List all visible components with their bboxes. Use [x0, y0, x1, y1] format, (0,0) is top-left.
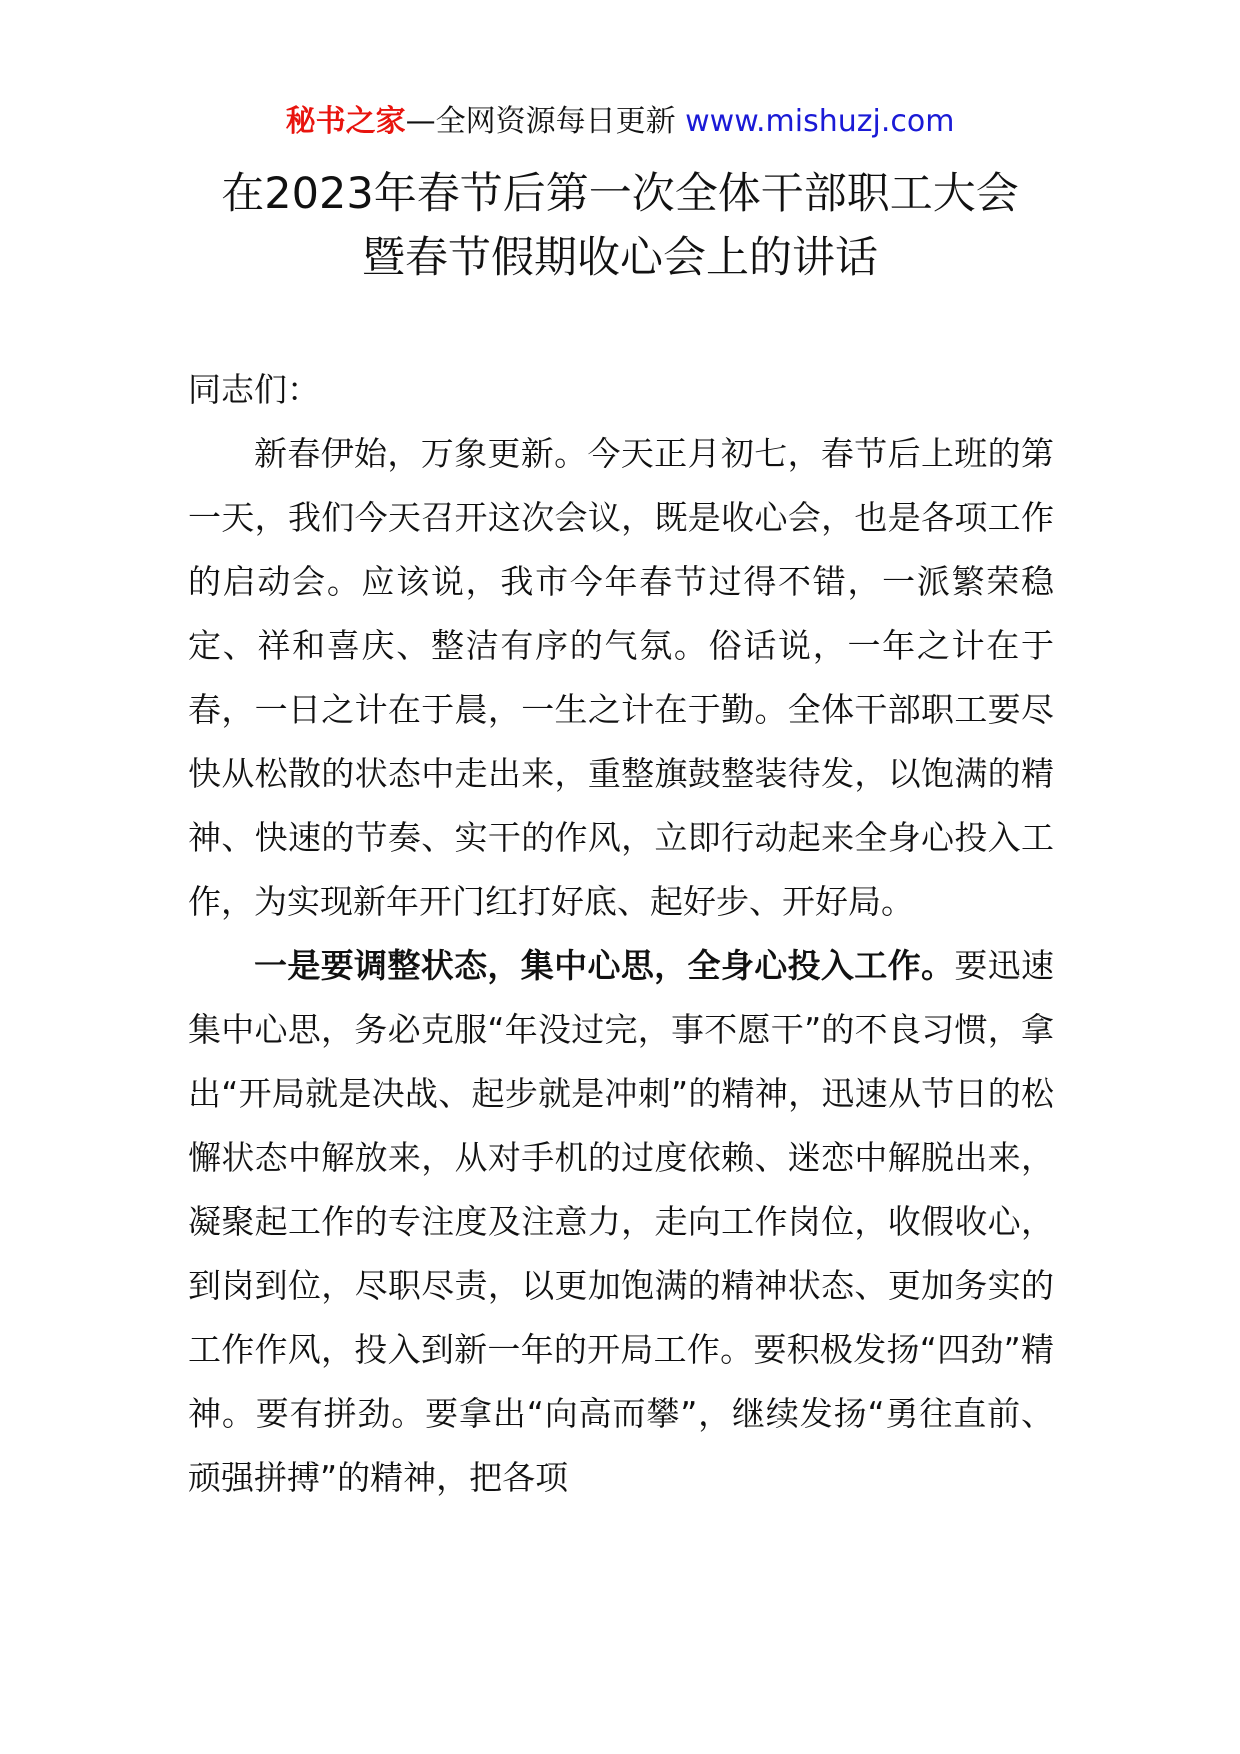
- title-line-2: 暨春节假期收心会上的讲话: [362, 233, 878, 283]
- paragraph-text: 要迅速集中心思，务必克服“年没过完，事不愿干”的不良习惯，拿出“开局就是决战、起步就是冲刺”的精神，迅速从节日的松懈状态中解放来，从对手机的过度依赖、迷恋中解脱出来，凝聚起工作的专注度及注意力，走向工作岗位，收假收心，到岗到位，尽职尽责，以更加饱满的精神状态、更加务实的工作作风，投入到新一年的开局工作。要积极发扬“四劲”精神。要有拼劲。要拿出“向高而攀”，继续发扬“勇往直前、顽强拼搏”的精神，把各项: [188, 946, 1055, 1497]
- title-line-1: 在2023年春节后第一次全体干部职工大会: [221, 169, 1019, 219]
- site-tagline: —全网资源每日更新: [405, 104, 676, 139]
- salutation: 同志们：: [188, 370, 320, 409]
- paragraph: [188, 422, 1054, 934]
- document-title: [0, 162, 1240, 290]
- paragraph: [188, 934, 1054, 1510]
- site-header: [0, 100, 1240, 144]
- document-body: [188, 358, 1054, 1510]
- site-url-link[interactable]: www.mishuzj.com: [685, 104, 955, 139]
- paragraph-lead: 一是要调整状态，集中心思，全身心投入工作。: [254, 946, 955, 985]
- paragraph-text: 新春伊始，万象更新。今天正月初七，春节后上班的第一天，我们今天召开这次会议，既是收心会，也是各项工作的启动会。应该说，我市今年春节过得不错，一派繁荣稳定、祥和喜庆、整洁有序的气氛。俗话说，一年之计在于春，一日之计在于晨，一生之计在于勤。全体干部职工要尽快从松散的状态中走出来，重整旗鼓整装待发，以饱满的精神、快速的节奏、实干的作风，立即行动起来全身心投入工作，为实现新年开门红打好底、起好步、开好局。: [188, 434, 1054, 921]
- site-brand: 秘书之家: [285, 104, 406, 139]
